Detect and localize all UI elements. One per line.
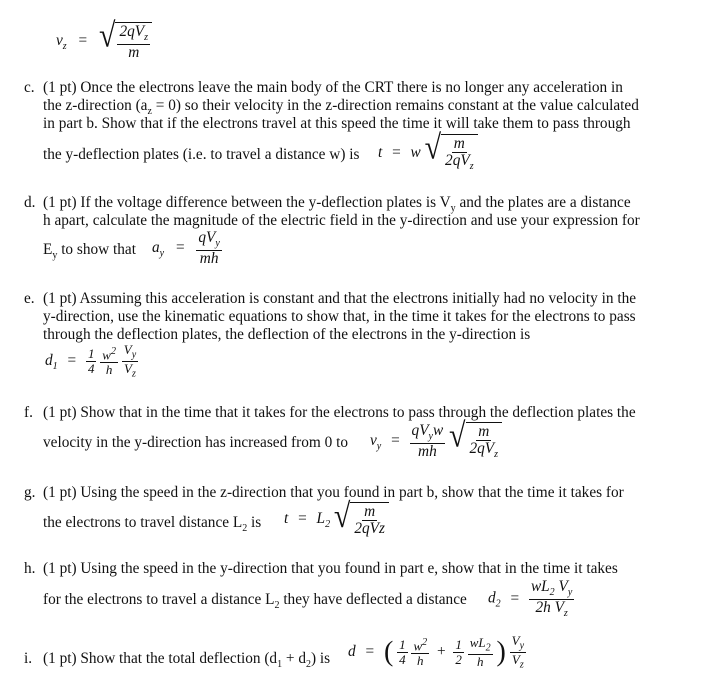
part-e-line-1: (1 pt) Assuming this acceleration is constant and that the electrons initially had no velocity in the <box>43 290 637 307</box>
part-h-label: h. <box>24 560 36 577</box>
part-f-formula: $v_y$ = $\frac{qV_yw}{mh}$ √ $\frac{m}{2qV_z}$ <box>370 422 502 461</box>
part-h-line-1: (1 pt) Using the speed in the y-direction that you found in part e, show that in the time it takes <box>43 560 618 577</box>
part-d-label: d. <box>24 194 36 211</box>
part-c-line-3: in part b. Show that if the electrons travel at this speed the time it will take them to pass through <box>43 115 631 132</box>
part-d-line-1: (1 pt) If the voltage difference between the y-deflection plates is $V_y$ and the plates are a distance <box>43 194 631 215</box>
part-g-line-1: (1 pt) Using the speed in the z-direction that you found in part b, show that the time it takes for <box>43 484 624 501</box>
part-f-line-2: velocity in the y-direction has increased from 0 to <box>43 434 348 451</box>
part-c-line-4: the y-deflection plates (i.e. to travel a distance w) is <box>43 146 360 163</box>
part-c-label: c. <box>24 79 35 96</box>
part-i-line-1: (1 pt) Show that the total deflection $(d_1 + d_2)$ is <box>43 650 331 671</box>
part-d-formula: $a_y$ = $\frac{qV_y}{mh}$ <box>152 229 220 267</box>
part-g-formula: $t = L_2$ √ $\frac{m}{\text{2qVz}}$ <box>284 502 389 537</box>
part-g-label: g. <box>24 484 36 501</box>
part-c-line-1: (1 pt) Once the electrons leave the main body of the CRT there is no longer any acceleration in <box>43 79 623 96</box>
part-i-formula: d = ( $\frac{1}{4}$ $\frac{w^2}{h}$ + $\frac{1}{2}$ $\frac{wL_2}{h}$ ) $\frac{V_y}{V_z}$ <box>348 633 525 671</box>
part-g-line-2: the electrons to travel distance $L_2$ is <box>43 514 262 535</box>
part-e-line-3: through the deflection plates, the deflection of the electrons in the y-direction is <box>43 326 531 343</box>
top-formula: $v_z$ = √ $\frac{2qV_z}{m}$ <box>56 22 152 61</box>
part-e-formula: $d_1$ = $\frac{1}{4}$ $\frac{w^2}{h}$ $\frac{V_y}{V_z}$ <box>45 342 137 380</box>
part-d-line-2: h apart, calculate the magnitude of the electric field in the y-direction and use your expression for <box>43 212 640 229</box>
part-c-formula: t = w √ $\frac{m}{2qV_z}$ <box>378 134 478 173</box>
part-d-line-3: $E_y$ to show that <box>43 241 136 262</box>
part-i-label: i. <box>24 650 33 667</box>
part-h-line-2: for the electrons to travel a distance $L_2$ they have deflected a distance <box>43 591 467 612</box>
part-h-formula: $d_2$ = $\frac{wL_2 V_y}{2h V_z}$ <box>488 578 573 619</box>
part-e-label: e. <box>24 290 35 307</box>
part-f-label: f. <box>24 404 33 421</box>
part-e-line-2: y-direction, use the kinematic equations to show that, in the time it takes for the electrons to pass <box>43 308 636 325</box>
part-c-line-2: the z-direction $(a_z = 0)$ so their velocity in the z-direction remains constant at the value calculated <box>43 97 639 118</box>
part-f-line-1: (1 pt) Show that in the time that it takes for the electrons to pass through the deflection plates the <box>43 404 636 421</box>
